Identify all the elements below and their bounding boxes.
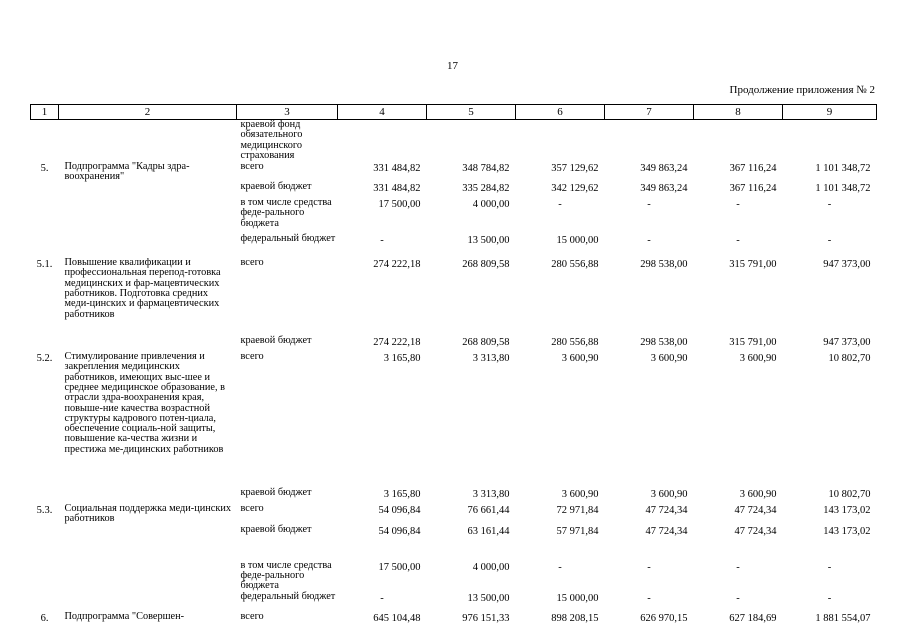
amount-cell: 47 724,34	[645, 525, 688, 537]
amount-cell: 367 116,24	[729, 162, 777, 174]
amount-cell: 335 284,82	[462, 183, 510, 195]
amount-cell: 947 373,00	[823, 337, 871, 349]
amount-cell: 349 863,24	[640, 162, 688, 174]
item-name	[59, 120, 237, 162]
row-number: 5.	[40, 162, 49, 174]
table-row	[31, 162, 877, 183]
amount-cell: 3 165,80	[383, 353, 421, 365]
column-header-5: 5	[427, 105, 516, 120]
amount-cell: -	[827, 592, 832, 604]
amount-cell: 268 809,58	[462, 259, 510, 271]
amount-cell: -	[736, 235, 740, 247]
amount-cell: -	[558, 561, 562, 573]
funding-source: краевой фонд обязательного медицинского страхования	[237, 120, 338, 162]
amount-cell: 626 970,15	[640, 612, 688, 624]
row-number: 5.1.	[36, 259, 53, 271]
amount-cell	[338, 120, 427, 162]
amount-cell: 3 600,90	[739, 353, 777, 365]
amount-cell: 54 096,84	[378, 525, 421, 537]
amount-cell: 47 724,34	[645, 505, 688, 517]
table-row	[31, 488, 877, 504]
amount-cell: 3 600,90	[650, 353, 688, 365]
item-name	[59, 488, 237, 504]
funding-source: всего	[240, 503, 264, 515]
amount-cell: -	[736, 199, 740, 211]
row-number	[31, 336, 59, 352]
header-row	[31, 105, 877, 120]
row-number: 6.	[40, 612, 49, 624]
amount-cell: -	[736, 561, 740, 573]
amount-cell: 280 556,88	[551, 337, 599, 349]
table-row	[31, 234, 877, 258]
amount-cell: 3 165,80	[383, 489, 421, 501]
amount-cell: -	[827, 199, 832, 211]
row-number: 5.3.	[36, 505, 53, 517]
budget-table	[30, 104, 877, 624]
item-name: Подпрограмма "Совершен-	[64, 610, 185, 622]
amount-cell: -	[380, 235, 384, 247]
column-header-2: 2	[59, 105, 237, 120]
amount-cell: 315 791,00	[729, 337, 777, 349]
amount-cell: 274 222,18	[373, 337, 421, 349]
table-row	[31, 504, 877, 525]
amount-cell: 15 000,00	[556, 235, 599, 247]
amount-cell: 627 184,69	[729, 612, 777, 624]
amount-cell: 331 484,82	[373, 162, 421, 174]
amount-cell	[783, 120, 877, 162]
funding-source: краевой бюджет	[240, 335, 312, 347]
row-number	[31, 488, 59, 504]
column-header-8: 8	[694, 105, 783, 120]
funding-source: в том числе средства феде-рального бюджета	[240, 559, 332, 592]
funding-source: в том числе средства феде-рального бюджета	[240, 197, 332, 229]
amount-cell: -	[558, 199, 562, 211]
amount-cell: 315 791,00	[729, 259, 777, 271]
amount-cell: 143 173,02	[823, 525, 871, 537]
amount-cell: 76 661,44	[467, 505, 510, 517]
amount-cell: 898 208,15	[551, 612, 599, 624]
amount-cell: 13 500,00	[467, 235, 510, 247]
amount-cell: 4 000,00	[472, 199, 510, 211]
item-name	[59, 592, 237, 612]
amount-cell: 3 313,80	[472, 353, 510, 365]
column-header-6: 6	[516, 105, 605, 120]
amount-cell: -	[736, 592, 740, 604]
amount-cell: 17 500,00	[378, 561, 421, 573]
amount-cell: 143 173,02	[823, 505, 871, 517]
column-header-9: 9	[783, 105, 877, 120]
table-row	[31, 561, 877, 592]
column-header-4: 4	[338, 105, 427, 120]
amount-cell: 47 724,34	[734, 505, 777, 517]
row-number	[31, 198, 59, 234]
table-row	[31, 258, 877, 336]
amount-cell: -	[827, 561, 832, 573]
amount-cell: -	[647, 199, 651, 211]
amount-cell: -	[380, 592, 384, 604]
column-header-7: 7	[605, 105, 694, 120]
amount-cell: 331 484,82	[373, 183, 421, 195]
amount-cell: 54 096,84	[378, 505, 421, 517]
amount-cell: 976 151,33	[462, 612, 510, 624]
amount-cell: 298 538,00	[640, 337, 688, 349]
amount-cell: 13 500,00	[467, 592, 510, 604]
amount-cell: 3 600,90	[650, 489, 688, 501]
amount-cell: 280 556,88	[551, 259, 599, 271]
amount-cell: 10 802,70	[828, 489, 871, 501]
amount-cell: 3 313,80	[472, 489, 510, 501]
funding-source: федеральный бюджет	[240, 233, 336, 245]
amount-cell	[605, 120, 694, 162]
amount-cell: 274 222,18	[373, 259, 421, 271]
item-name: Стимулирование привлечения и закрепления медицинских работников, имеющих выс-шее и среднее медицинское образование, в отрасли здра-воохранения края, повыше-ние качества возрастной структуры кадрового потен-циала, обеспечение социаль-ной защиты, повышение ка-чества жизни и престижа ме-дицинских работников	[64, 351, 225, 455]
table-row	[31, 182, 877, 198]
item-name	[59, 525, 237, 561]
item-name: Социальная поддержка меди-цинских работников	[64, 503, 231, 525]
page-number: 17	[447, 60, 458, 72]
funding-source: всего	[240, 257, 264, 269]
amount-cell: 4 000,00	[472, 561, 510, 573]
table-row	[31, 352, 877, 488]
row-number	[31, 120, 59, 162]
amount-cell: 357 129,62	[551, 162, 599, 174]
amount-cell: 47 724,34	[734, 525, 777, 537]
funding-source: всего	[240, 160, 264, 172]
row-number	[31, 182, 59, 198]
funding-source: всего	[240, 351, 264, 363]
column-header-3: 3	[237, 105, 338, 120]
item-name	[59, 182, 237, 198]
table-row	[31, 198, 877, 234]
amount-cell: 63 161,44	[467, 525, 510, 537]
amount-cell: -	[647, 235, 651, 247]
row-number	[31, 592, 59, 612]
amount-cell: 1 881 554,07	[815, 612, 871, 624]
amount-cell: 348 784,82	[462, 162, 510, 174]
funding-source: всего	[240, 610, 264, 622]
continuation-label: Продолжение приложения № 2	[729, 84, 875, 96]
item-name: Подпрограмма "Кадры здра-воохранения"	[64, 160, 190, 182]
funding-source: краевой бюджет	[240, 523, 312, 535]
amount-cell: -	[647, 561, 651, 573]
amount-cell: -	[647, 592, 651, 604]
amount-cell: 947 373,00	[823, 259, 871, 271]
amount-cell: 3 600,90	[739, 489, 777, 501]
funding-source: краевой бюджет	[240, 181, 312, 193]
amount-cell	[694, 120, 783, 162]
row-number	[31, 234, 59, 258]
row-number: 5.2.	[36, 353, 53, 365]
funding-source: краевой бюджет	[240, 487, 312, 499]
table-row	[31, 612, 877, 624]
amount-cell: 298 538,00	[640, 259, 688, 271]
amount-cell: 15 000,00	[556, 592, 599, 604]
amount-cell: 349 863,24	[640, 183, 688, 195]
amount-cell: 342 129,62	[551, 183, 599, 195]
amount-cell: 268 809,58	[462, 337, 510, 349]
amount-cell: 72 971,84	[556, 505, 599, 517]
row-number	[31, 561, 59, 592]
amount-cell: 3 600,90	[561, 489, 599, 501]
row-number	[31, 525, 59, 561]
item-name	[59, 561, 237, 592]
amount-cell: 645 104,48	[373, 612, 421, 624]
column-header-1: 1	[31, 105, 59, 120]
item-name	[59, 336, 237, 352]
amount-cell: -	[827, 235, 832, 247]
amount-cell: 1 101 348,72	[815, 183, 871, 195]
amount-cell: 17 500,00	[378, 199, 421, 211]
amount-cell: 1 101 348,72	[815, 162, 871, 174]
amount-cell: 10 802,70	[828, 353, 871, 365]
table-row	[31, 525, 877, 561]
table-row	[31, 592, 877, 612]
amount-cell	[516, 120, 605, 162]
item-name	[59, 234, 237, 258]
amount-cell: 367 116,24	[729, 183, 777, 195]
item-name	[59, 198, 237, 234]
funding-source: федеральный бюджет	[240, 590, 336, 602]
table-row	[31, 120, 877, 162]
amount-cell	[427, 120, 516, 162]
amount-cell: 3 600,90	[561, 353, 599, 365]
item-name: Повышение квалификации и профессиональная перепод-готовка медицинских и фар-мацевтических работников. Подготовка средних меди-цинских и фармацевтических работников	[64, 257, 221, 320]
table-row	[31, 336, 877, 352]
amount-cell: 57 971,84	[556, 525, 599, 537]
